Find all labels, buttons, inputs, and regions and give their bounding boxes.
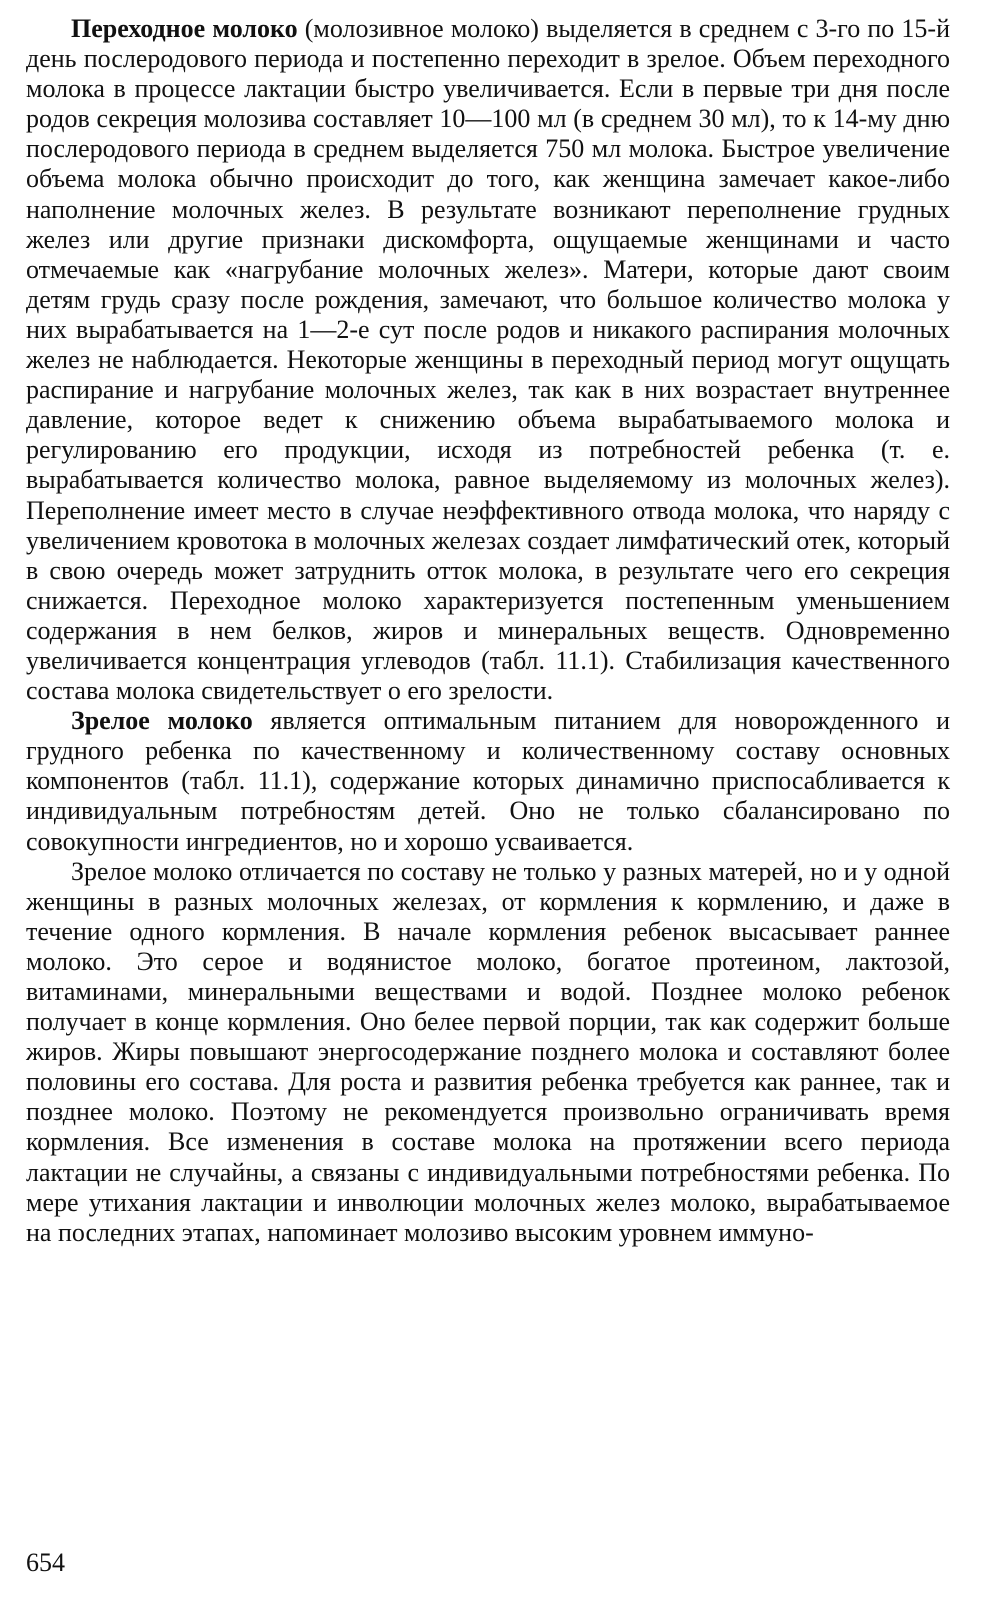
paragraph-mature-milk bbox=[26, 706, 950, 856]
term-mature-milk: Зрелое молоко bbox=[71, 706, 253, 736]
page-body bbox=[26, 14, 950, 1248]
page-number: 654 bbox=[26, 1548, 65, 1577]
term-transitional-milk: Переходное молоко bbox=[71, 14, 298, 43]
paragraph-text: Зрелое молоко отличается по составу не только у разных матерей, но и у одной женщины в разных молочных железах, от кормления к кормлению, и даже в течение одного кормления. В начале кормления ребенок высасывает раннее молоко. Это серое и водянистое молоко, богатое протеином, лактозой, витаминами, минеральными веществами и водой. Позднее молоко ребенок получает в конце кормления. Оно белее первой порции, так как содержит больше жиров. Жиры повышают энергосодержание позднего молока и составляют более половины его состава. Для роста и развития ребенка требуется как раннее, так и позднее молоко. Поэтому не рекомендуется произвольно ограничивать время кормления. Все изменения в составе молока на протяжении всего периода лактации не случайны, а связаны с индивидуальными потребностями ребенка. По мере утихания лактации и инволюции молочных желез молоко, вырабатываемое на последних этапах, напоминает молозиво высоким уровнем иммуно- bbox=[26, 856, 950, 1247]
paragraph-text: является оптимальным питанием для новорожденного и грудного ребенка по качественному и количественному составу основных компонентов (табл. 11.1), содержание которых динамично приспосабливается к индивидуальным потребностям детей. Оно не только сбалансировано по совокупности ингредиентов, но и хорошо усваивается. bbox=[26, 706, 950, 856]
paragraph-composition bbox=[26, 857, 950, 1248]
paragraph-transitional-milk bbox=[26, 14, 950, 706]
paragraph-text: (молозивное молоко) выделяется в среднем с 3-го по 15-й день послеродового периода и постепенно переходит в зрелое. Объем переходного молока в процессе лактации быстро увеличивается. Если в первые три дня после родов секреция молозива составляет 10—100 мл (в среднем 30 мл), то к 14-му дню послеродового периода в среднем выделяется 750 мл молока. Быстрое увеличение объема молока обычно происходит до того, как женщина замечает какое-либо наполнение молочных желез. В результате возникают переполнение грудных желез или другие признаки дискомфорта, ощущаемые женщинами и часто отмечаемые как «нагрубание молочных желез». Матери, которые дают своим детям грудь сразу после рождения, замечают, что большое количество молока у них вырабатывается на 1—2-е сут после родов и никакого распирания молочных желез не наблюдается. Некоторые женщины в переходный период могут ощущать распирание и нагрубание молочных желез, так как в них возрастает внутреннее давление, которое ведет к снижению объема вырабатываемого молока и регулированию его продукции, исходя из потребностей ребенка (т. е. вырабатывается количество молока, равное выделяемому из молочных желез). Переполнение имеет место в случае неэффективного отвода молока, что наряду с увеличением кровотока в молочных железах создает лимфатический отек, который в свою очередь может затруднить отток молока, в результате чего его секреция снижается. Переходное молоко характеризуется постепенным уменьшением содержания в нем белков, жиров и минеральных веществ. Одновременно увеличивается концентрация углеводов (табл. 11.1). Стабилизация качественного состава молока свидетельствует о его зрелости. bbox=[26, 14, 950, 706]
